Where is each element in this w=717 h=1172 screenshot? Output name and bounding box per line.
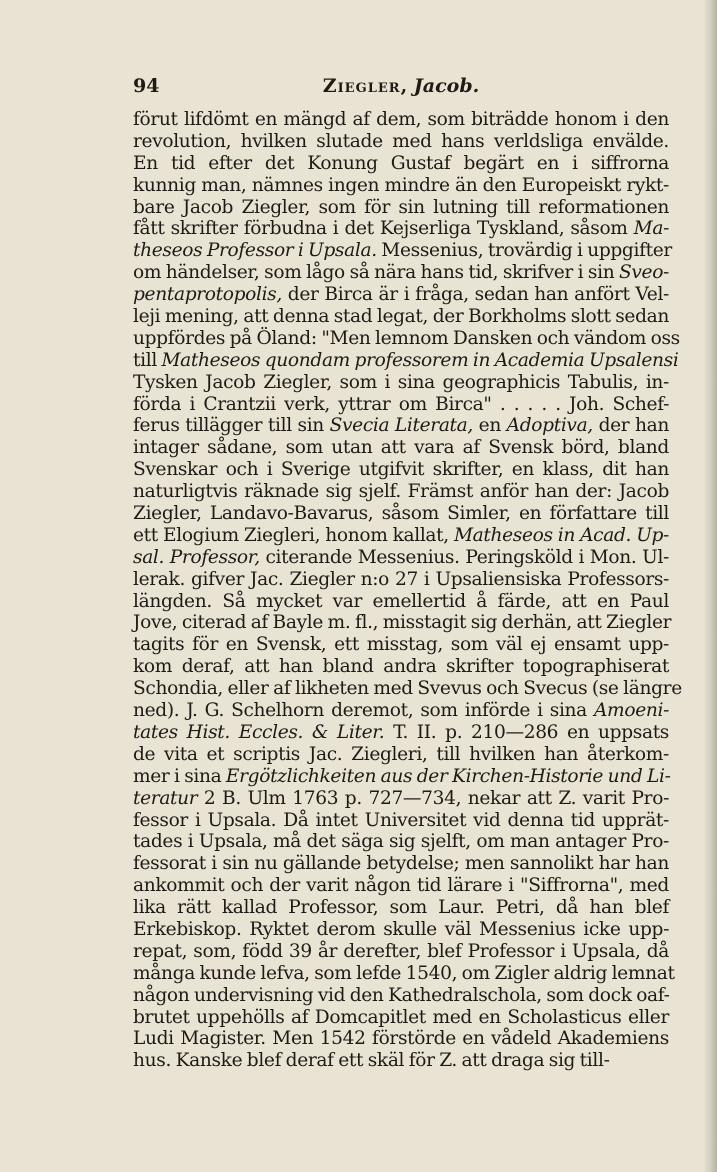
text-line (133, 1007, 669, 1029)
text-line (133, 175, 669, 197)
italic-segment: Ma- (633, 218, 669, 240)
text-line (133, 525, 669, 547)
text-line (133, 394, 669, 416)
text-segment: ankommit och der varit någon tid lärare i "Siffrorna", med (133, 875, 669, 897)
text-segment: kunnig man, nämnes ingen mindre än den Europeiskt rykt- (133, 174, 669, 196)
text-segment: en (472, 415, 507, 437)
text-line (133, 919, 669, 941)
text-segment: Ziegler, Landavo-Bavarus, såsom Simler, en författare till (133, 503, 669, 525)
text-line (133, 831, 669, 853)
text-segment: tades i Upsala, må det säga sig sjelft, om man antager Pro- (133, 831, 669, 853)
text-segment: många kunde lefva, som lefde 1540, om Zigler aldrig lemnat (133, 962, 675, 984)
text-segment: fessor i Upsala. Då intet Universitet vid denna tid upprät- (133, 809, 669, 831)
text-segment: hus. Kanske blef deraf ett skäl för Z. att draga sig till- (133, 1050, 610, 1072)
running-header (133, 75, 669, 101)
text-segment: der han (592, 415, 670, 437)
italic-segment: pentaprotopolis, (133, 284, 282, 306)
text-segment: tagits för en Svensk, ett misstag, som väl ej ensamt upp- (133, 634, 669, 656)
text-line (133, 197, 669, 219)
author-forename: Jacob. (413, 75, 480, 97)
text-line (133, 415, 669, 437)
text-line (133, 1028, 669, 1050)
italic-segment: Sveo- (619, 262, 669, 284)
text-segment: de vita et scriptis Jac. Ziegleri, till hvilken han återkom- (133, 743, 669, 765)
text-line (133, 109, 669, 131)
text-line (133, 372, 669, 394)
running-title (133, 75, 669, 97)
text-line (133, 897, 669, 919)
text-segment: fått skrifter förbudna i det Kejserliga Tyskland, såsom (133, 218, 634, 240)
text-segment: leji mening, att denna stad legat, der Borkholms slott sedan (133, 306, 669, 328)
text-segment: der Birca är i fråga, sedan han anfört Vel- (281, 284, 669, 306)
text-segment: Erkebiskop. Ryktet derom skulle väl Messenius icke upp- (133, 918, 669, 940)
text-segment: 2 B. Ulm 1763 p. 727—734, nekar att Z. varit Pro- (197, 787, 669, 809)
text-segment: repat, som, född 39 år derefter, blef Professor i Upsala, då (133, 940, 669, 962)
text-segment: längden. Så mycket var emellertid å färde, att en Paul (133, 590, 669, 612)
text-line (133, 262, 669, 284)
text-segment: kom deraf, att han bland andra skrifter topographiserat (133, 656, 669, 678)
text-line (133, 218, 669, 240)
text-segment: T. II. p. 210—286 en uppsats (384, 721, 670, 743)
text-line (133, 591, 669, 613)
text-segment: lerak. gifver Jac. Ziegler n:o 27 i Upsaliensiska Professors- (133, 568, 669, 590)
text-segment: Schondia, eller af likheten med Svevus och Svecus (se längre (133, 678, 682, 700)
text-segment: ferus tillägger till sin (133, 415, 330, 437)
text-segment: förda i Crantzii verk, yttrar om Birca" . . . . . Joh. Schef- (133, 393, 669, 415)
italic-segment: Adoptiva, (506, 415, 593, 437)
text-line (133, 985, 669, 1007)
text-line (133, 875, 669, 897)
text-line (133, 459, 669, 481)
text-segment: Svenskar och i Sverige utgifvit skrifter, en klass, dit han (133, 459, 669, 481)
text-segment: En tid efter det Konung Gustaf begärt en i siffrorna (133, 152, 669, 174)
page-number: 94 (133, 75, 160, 97)
text-segment: till (133, 349, 162, 371)
text-segment: ned). J. G. Schelhorn deremot, som införde i sina (133, 700, 594, 722)
text-line (133, 503, 669, 525)
text-segment: förut lifdömt en mängd af dem, som biträdde honom i den (133, 109, 669, 130)
text-line (133, 1050, 669, 1072)
text-segment: fessorat i sin nu gällande betydelse; men sannolikt har han (133, 853, 669, 875)
italic-segment: Matheseos in Acad. Up- (453, 524, 669, 546)
text-segment: brutet uppehölls af Domcapitlet med en Scholasticus eller (133, 1006, 669, 1028)
body-text (133, 109, 682, 1072)
italic-segment: Svecia Literata, (329, 415, 473, 437)
author-separator: , (400, 75, 414, 97)
text-line (133, 481, 669, 503)
italic-segment: teratur (133, 787, 198, 809)
text-line (133, 634, 669, 656)
author-surname: Ziegler (322, 75, 401, 97)
italic-segment: Amoeni- (593, 700, 669, 722)
text-line (133, 853, 669, 875)
italic-segment: Matheseos quondam professorem in Academia Upsalensi (161, 349, 679, 371)
text-segment: uppfördes på Öland: "Men lemnom Dansken och vändom oss (133, 327, 680, 349)
text-segment: naturligtvis räknade sig sjelf. Främst anför han der: Jacob (133, 481, 669, 503)
text-line (133, 962, 675, 985)
text-segment: ett Elogium Ziegleri, honom kallat, (133, 524, 454, 546)
text-line (133, 240, 672, 262)
italic-segment: theseos Professor i Upsala. (133, 240, 377, 262)
text-line (133, 722, 669, 744)
text-line (133, 547, 669, 569)
text-line (133, 678, 682, 700)
text-segment: någon undervisning vid den Kathedralschola, som dock oaf- (133, 984, 670, 1006)
text-line (133, 810, 669, 832)
italic-segment: sal. Professor, (133, 546, 260, 568)
page-gutter-shadow (703, 0, 717, 1172)
text-line (133, 766, 669, 788)
italic-segment: tates Hist. Eccles. & Liter. (133, 721, 385, 743)
text-line (133, 656, 669, 678)
text-line (133, 788, 669, 810)
text-line (133, 941, 669, 963)
text-line (133, 284, 669, 306)
text-segment: Jove, citerad af Bayle m. fl., misstagit sig derhän, att Ziegler (133, 612, 672, 634)
text-line (133, 744, 669, 766)
text-segment: Messenius, trovärdig i uppgifter (376, 240, 672, 262)
text-line (133, 437, 669, 459)
text-line (133, 131, 669, 153)
text-segment: citerande Messenius. Peringsköld i Mon. Ul- (259, 546, 669, 568)
text-segment: bare Jacob Ziegler, som för sin lutning till reformationen (133, 196, 669, 218)
text-line (133, 327, 680, 350)
text-segment: mer i sina (133, 765, 226, 787)
text-line (133, 569, 669, 591)
text-segment: lika rätt kallad Professor, som Laur. Petri, då han blef (133, 897, 669, 919)
text-line (133, 700, 669, 722)
text-segment: revolution, hvilken slutade med hans verldsliga envälde. (133, 130, 669, 152)
text-segment: intager sådane, som utan att vara af Svensk börd, bland (133, 437, 669, 459)
text-segment: Ludi Magister. Men 1542 förstörde en vådeld Akademiens (133, 1028, 669, 1050)
text-line (133, 349, 679, 372)
text-line (133, 612, 672, 634)
text-segment: om händelser, som lågo så nära hans tid, skrifver i sin (133, 262, 620, 284)
italic-segment: Ergötzlichkeiten aus der Kirchen-Historie und Li- (225, 765, 671, 787)
text-line (133, 153, 669, 175)
text-line (133, 306, 669, 328)
text-segment: Tysken Jacob Ziegler, som i sina geographicis Tabulis, in- (133, 371, 669, 393)
